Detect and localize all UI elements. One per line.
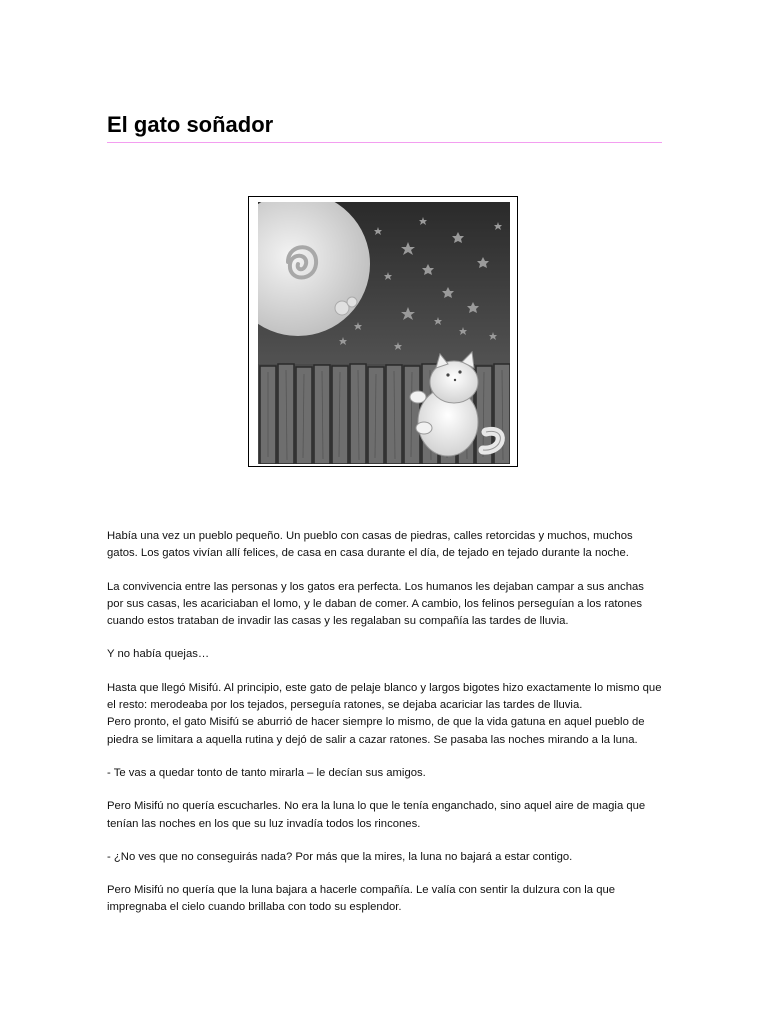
paragraph: Hasta que llegó Misifú. Al principio, este gato de pelaje blanco y largos bigotes hizo exactamente lo mismo que el resto: merodeaba por los tejados, perseguía ratones, se dejaba acariciar las tardes de lluvia. <box>107 681 662 712</box>
paragraph: Pero Misifú no quería escucharles. No era la luna lo que le tenía enganchado, sino aquel aire de magia que tenían las noches en los que su luz invadía todos los rincones. <box>107 800 646 830</box>
paragraph: Pero Misifú no quería que la luna bajara a hacerle compañía. Le valía con sentir la dulzura con la que impregnaba el cielo cuando brillaba con todo su esplendor. <box>107 884 616 914</box>
paragraph: - Te vas a quedar tonto de tanto mirarla – le decían sus amigos. <box>107 766 426 779</box>
paragraph: Y no había quejas… <box>107 648 210 661</box>
story-illustration <box>248 196 518 467</box>
page-title: El gato soñador <box>107 112 274 137</box>
title-divider <box>107 142 662 143</box>
moon-cat-fence-illustration-icon <box>258 202 510 464</box>
paragraph: La convivencia entre las personas y los gatos era perfecta. Los humanos les dejaban campar a sus anchas por sus casas, les acariciaban el lomo, y le daban de comer. A cambio, los felinos perseguían a los ratones cuando estos trataban de invadir las casas y les regalaban su compañía las tardes de lluvia. <box>107 580 644 628</box>
story-text <box>107 528 662 933</box>
paragraph: - ¿No ves que no conseguirás nada? Por más que la mires, la luna no bajará a estar contigo. <box>107 850 573 863</box>
paragraph: Pero pronto, el gato Misifú se aburrió de hacer siempre lo mismo, de que la vida gatuna en aquel pueblo de piedra se limitara a aquella rutina y dejó de salir a cazar ratones. Se pasaba las noches mirando a la luna. <box>107 716 645 746</box>
paragraph: Había una vez un pueblo pequeño. Un pueblo con casas de piedras, calles retorcidas y muchos, muchos gatos. Los gatos vivían allí felices, de casa en casa durante el día, de tejado en tejado durante la noche. <box>107 530 633 560</box>
